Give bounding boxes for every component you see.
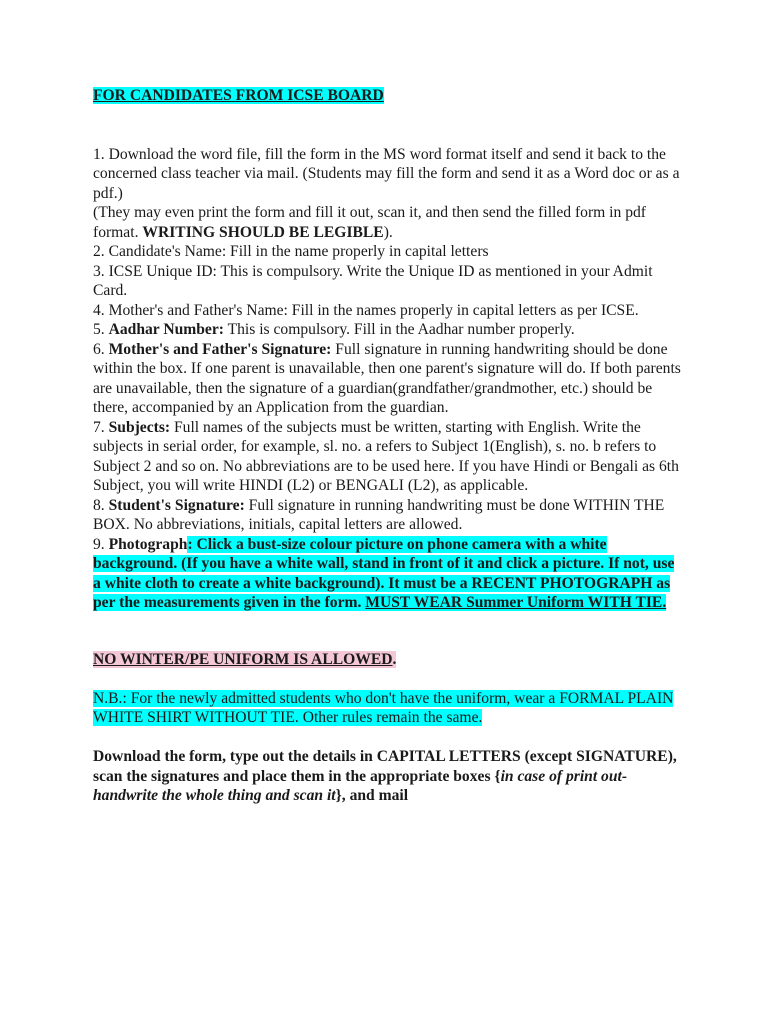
item-9-highlight-3: MUST WEAR Summer Uniform WITH TIE. xyxy=(365,594,667,611)
final-instruction-text: Download the form, type out the details in CAPITAL LETTERS (except SIGNATURE), scan the signatures and place them in the appropriate boxes { xyxy=(93,748,677,785)
item-6-number: 6. xyxy=(93,340,109,358)
item-2: 2. Candidate's Name: Fill in the name properly in capital letters xyxy=(93,243,489,260)
final-instruction-italic: in case of print out- handwrite the whole thing and scan it xyxy=(93,767,628,804)
nb-note-text: N.B.: For the newly admitted students who don't have the uniform, wear a FORMAL PLAIN WHITE SHIRT WITHOUT TIE. Other rules remain the same. xyxy=(93,689,674,726)
item-8-text: Full signature in running handwriting must be done WITHIN THE BOX. No abbreviations, initials, capital letters are allowed. xyxy=(93,496,665,533)
winter-notice-end: . xyxy=(392,650,397,668)
item-7-label: Subjects: xyxy=(108,418,171,436)
item-9-number: 9. xyxy=(93,535,109,553)
final-instruction-end: }, and mail xyxy=(335,787,409,804)
item-9 xyxy=(93,535,683,613)
item-9-highlight-2: It must be a RECENT PHOTOGRAPH as per the measurements given in the form. xyxy=(93,574,671,611)
item-5 xyxy=(93,320,683,340)
page-heading: FOR CANDIDATES FROM ICSE BOARD xyxy=(93,87,384,104)
item-1b-end: ). xyxy=(383,223,393,241)
item-7-text: Full names of the subjects must be written, starting with English. Write the subjects in serial order, for example, sl. no. a refers to Subject 1(English), s. no. b refers to Subject 2 and so on. No abbreviations are to be used here. If you have Hindi or Bengali as 6th Subject, you will write HINDI (L2) or BENGALI (L2), as applicable. xyxy=(93,418,679,494)
item-8-label: Student's Signature: xyxy=(108,496,245,514)
item-9-label: Photograph xyxy=(108,535,188,553)
final-instruction xyxy=(93,747,683,806)
item-6-text: Full signature in running handwriting should be done within the box. If one parent is unavailable, then one parent's signature will do. If both parents are unavailable, then the signature of a guardian(grandfather/grandmother, etc.) should be there, accompanied by an Application from the guardian. xyxy=(93,340,681,416)
item-7 xyxy=(93,418,683,496)
item-1b-text: (They may even print the form and fill it out, scan it, and then send the filled form in pdf format. xyxy=(93,204,646,241)
document-page xyxy=(93,86,683,806)
nb-note xyxy=(93,689,683,728)
winter-notice-line xyxy=(93,650,683,670)
item-5-text: This is compulsory. Fill in the Aadhar number properly. xyxy=(223,321,575,338)
item-6 xyxy=(93,340,683,418)
heading-line xyxy=(93,86,683,106)
item-5-number: 5. xyxy=(93,321,109,338)
item-1a: 1. Download the word file, fill the form in the MS word format itself and send it back to the concerned class teacher via mail. (Students may fill the form and send it as a Word doc or as a pdf.) xyxy=(93,145,680,202)
item-8-number: 8. xyxy=(93,496,109,514)
winter-notice: NO WINTER/PE UNIFORM IS ALLOWED xyxy=(93,650,393,668)
item-4: 4. Mother's and Father's Name: Fill in the names properly in capital letters as per ICSE. xyxy=(93,301,639,319)
item-5-label: Aadhar Number: xyxy=(108,321,224,338)
item-1b-bold: WRITING SHOULD BE LEGIBLE xyxy=(142,223,384,241)
item-1b xyxy=(93,203,683,242)
item-7-number: 7. xyxy=(93,418,109,436)
item-6-label: Mother's and Father's Signature: xyxy=(108,340,332,358)
item-3: 3. ICSE Unique ID: This is compulsory. Write the Unique ID as mentioned in your Admit Card. xyxy=(93,262,653,299)
item-8 xyxy=(93,496,683,535)
item-9-highlight-1: : Click a bust-size colour picture on phone camera with a white background. (If you have a white wall, stand in front of it and click a picture. If not, use a white cloth to create a white background). xyxy=(93,535,675,592)
